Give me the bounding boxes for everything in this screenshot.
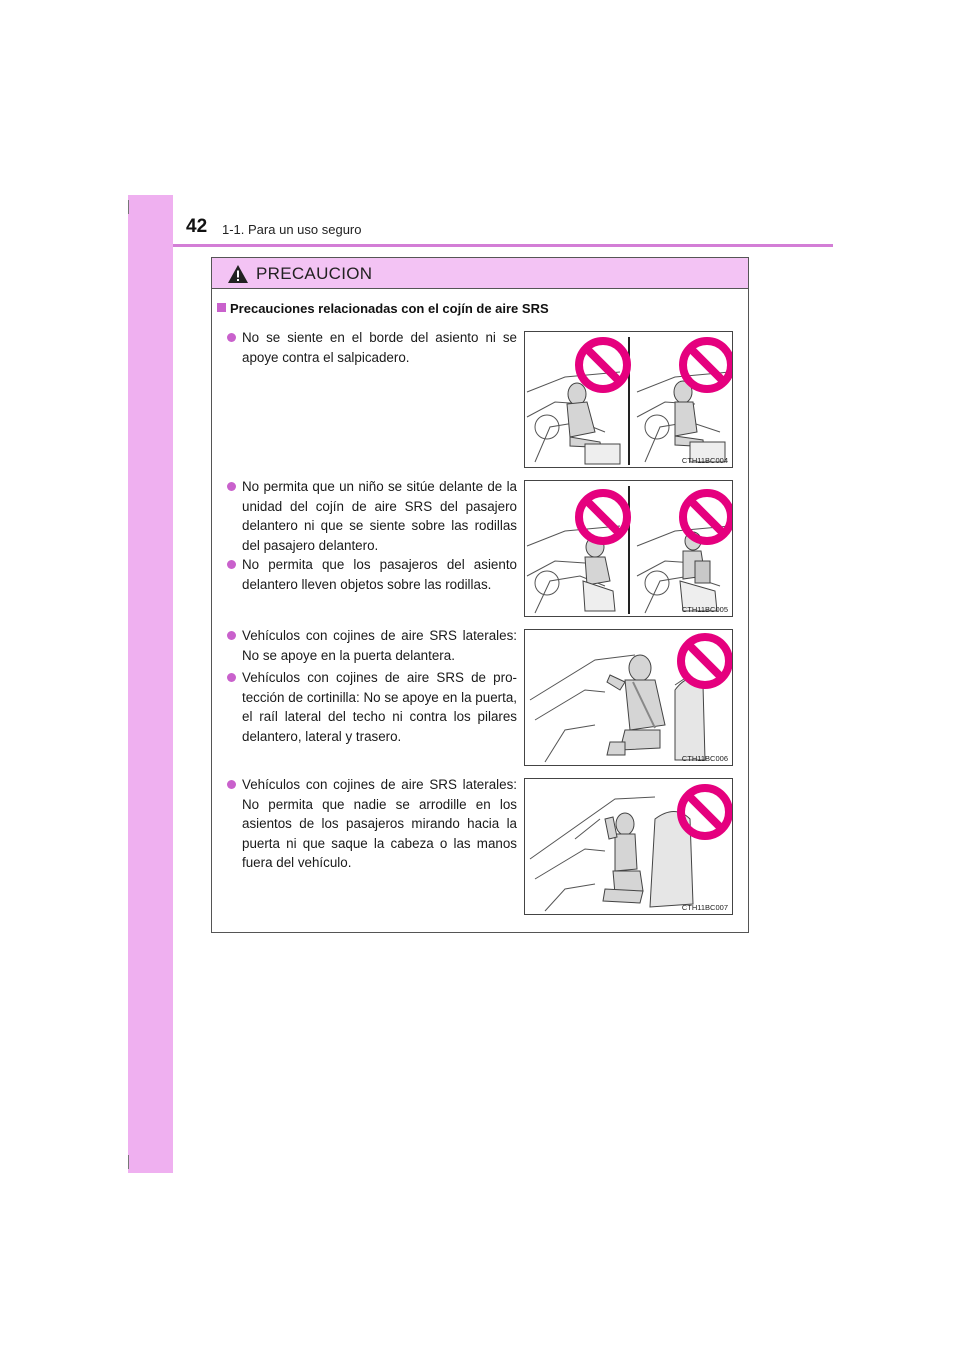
figure-code: CTH11BC005 xyxy=(681,605,728,614)
illustration xyxy=(525,332,732,467)
list-item xyxy=(227,775,517,873)
figure-code: CTH11BC007 xyxy=(681,903,728,912)
crop-mark-bottom xyxy=(128,1155,129,1169)
caution-title: PRECAUCION xyxy=(256,264,373,283)
prohibition-icon xyxy=(579,341,627,389)
bullet-icon xyxy=(227,673,236,682)
square-bullet-icon xyxy=(217,303,226,312)
list-item-text: No permita que un niño se sitúe delante de la unidad del cojín de aire SRS del pasajero delantero ni que se siente sobre las rodillas del pasajero delantero. xyxy=(242,479,517,553)
list-item xyxy=(227,668,517,746)
page-number: 42 xyxy=(186,216,208,237)
subsection-title xyxy=(217,301,549,316)
warning-triangle-icon xyxy=(227,264,249,284)
list-item-text: No permita que los pasajeros del asiento delantero lleven objetos sobre las rodillas. xyxy=(242,557,517,592)
list-item xyxy=(227,328,517,367)
illustration xyxy=(525,779,732,914)
bullet-icon xyxy=(227,780,236,789)
list-item-text: No se siente en el borde del asiento ni se apoye contra el salpicadero. xyxy=(242,330,517,365)
figure-code: CTH11BC006 xyxy=(681,754,728,763)
caution-box xyxy=(211,257,749,933)
prohibition-icon xyxy=(681,788,729,836)
bullet-icon xyxy=(227,560,236,569)
illustration xyxy=(525,630,732,765)
figure-kneeling-door xyxy=(524,778,733,915)
bullet-icon xyxy=(227,482,236,491)
prohibition-icon xyxy=(579,493,627,541)
illustration xyxy=(525,481,732,616)
figure-leaning-dashboard xyxy=(524,331,733,468)
list-item-text: Vehículos con cojines de aire SRS laterales: No permita que nadie se arrodille en los asientos de los pasajeros mirando hacia la puerta ni que saque la cabeza o las manos fuera del vehículo. xyxy=(242,777,517,870)
bullet-icon xyxy=(227,333,236,342)
figure-child-front-seat xyxy=(524,480,733,617)
crop-mark-top xyxy=(128,200,129,214)
list-item-text: Vehículos con cojines de aire SRS laterales: No se apoye en la puerta delantera. xyxy=(242,628,517,663)
prohibition-icon xyxy=(683,341,731,389)
header-rule xyxy=(173,244,833,247)
figure-code: CTH11BC004 xyxy=(681,456,728,465)
chapter-side-tab xyxy=(128,195,173,1173)
list-item-text: Vehículos con cojines de aire SRS de pro-tección de cortinilla: No se apoye en la puerta, el raíl lateral del techo ni contra los pilares delantero, lateral y trasero. xyxy=(242,670,517,744)
caution-header xyxy=(212,258,748,289)
prohibition-icon xyxy=(681,637,729,685)
subsection-title-text: Precauciones relacionadas con el cojín de aire SRS xyxy=(230,301,549,316)
section-title: 1-1. Para un uso seguro xyxy=(222,222,362,237)
figure-leaning-door xyxy=(524,629,733,766)
list-item xyxy=(227,477,517,555)
list-item xyxy=(227,555,517,594)
list-item xyxy=(227,626,517,665)
bullet-icon xyxy=(227,631,236,640)
prohibition-icon xyxy=(683,493,731,541)
